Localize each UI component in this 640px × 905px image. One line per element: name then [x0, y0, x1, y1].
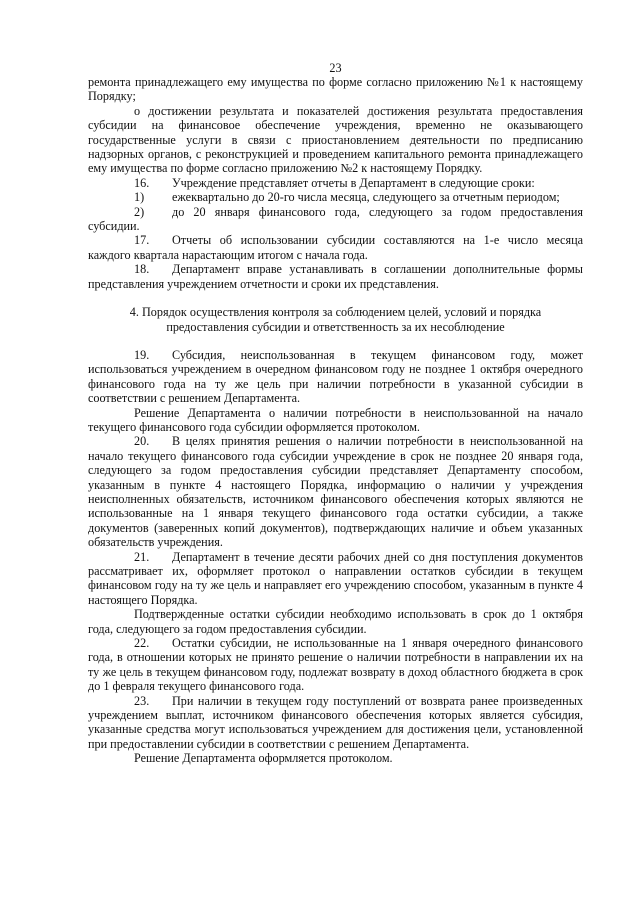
- clause-19: [88, 348, 583, 406]
- clause-16: [88, 176, 583, 190]
- clause-21: [88, 550, 583, 608]
- section-heading-line-2: предоставления субсидии и ответственность за их несоблюдение: [166, 319, 505, 334]
- clause-16-2: [88, 205, 583, 234]
- paragraph-report-item: о достижении результата и показателей достижения результата предоставления субсидии на финансовое обеспечение учреждения, временно не оказывающего государственные услуги в связи с приостановлением деятельности по предписанию надзорных органов, с реконструкцией и проведением капитального ремонта принадлежащего ему имущества по форме согласно приложению №2 к настоящему Порядку.: [88, 103, 583, 176]
- clause-17: [88, 233, 583, 262]
- paragraph-continuation: ремонта принадлежащего ему имущества по форме согласно приложению №1 к настоящему Порядку;: [88, 75, 583, 104]
- clause-text: Департамент в течение десяти рабочих дней со дня поступления документов рассматривает их, оформляет протокол о направлении остатков субсидии в текущем финансовом году на ту же цель и направляет его учреждению способом, указанным в пункте 4 настоящего Порядка.: [88, 549, 583, 607]
- clause-number: 18.: [134, 262, 150, 277]
- clause-text: до 20 января финансового года, следующего за годом предоставления субсидии.: [88, 204, 583, 234]
- clause-23-decision: Решение Департамента оформляется протоколом.: [134, 751, 393, 766]
- clause-text: Департамент вправе устанавливать в соглашении дополнительные формы представления учреждением отчетности и сроки их представления.: [88, 262, 583, 291]
- clause-number: 17.: [134, 233, 150, 248]
- clause-number: 19.: [134, 347, 150, 362]
- clause-22: [88, 636, 583, 694]
- clause-23: [88, 694, 583, 752]
- section-heading: [88, 305, 583, 334]
- clause-19-decision: Решение Департамента о наличии потребности в неиспользованной на начало текущего финансового года субсидии оформляется протоколом.: [88, 405, 583, 434]
- clause-text: Учреждение представляет отчеты в Департамент в следующие сроки:: [172, 175, 535, 190]
- clause-text: В целях принятия решения о наличии потребности в неиспользованной на начало текущего финансового года субсидии учреждение в срок не позднее 20 января года, следующего за годом предоставления субсидии представляет Департаменту способом, указанным в пункте 4 настоящего Порядка, информацию о наличии у учреждения неисполненных обязательств, источником финансового обеспечения которых являются не использованные на 1 января текущего финансового года остатки субсидии, а также документов (заверенных копий документов), подтверждающих наличие и объем указанных обязательств учреждения.: [88, 434, 583, 550]
- clause-number: 2): [134, 204, 145, 219]
- clause-number: 16.: [134, 175, 150, 190]
- clause-16-1: [88, 190, 583, 204]
- clause-text: При наличии в текущем году поступлений от возврата ранее произведенных учреждением выплат, источником финансового обеспечения которых является субсидия, указанные средства могут использоваться учреждением для достижения цели, установленной при предоставлении субсидии в соответствии с решением Департамента.: [88, 693, 583, 751]
- clause-number: 23.: [134, 693, 150, 708]
- clause-18: [88, 262, 583, 291]
- clause-text: Остатки субсидии, не использованные на 1 января очередного финансового года, в отношении которых не принято решение о наличии потребности в направлении их на ту же цель в текущем финансовом году, подлежат возврату в доход областного бюджета в срок до 1 февраля текущего финансового года.: [88, 636, 583, 694]
- page-number: 23: [329, 61, 342, 75]
- clause-number: 22.: [134, 636, 150, 651]
- clause-number: 21.: [134, 549, 150, 564]
- clause-number: 1): [134, 190, 145, 205]
- section-heading-line-1: 4. Порядок осуществления контроля за соблюдением целей, условий и порядка: [129, 305, 542, 320]
- clause-text: Отчеты об использовании субсидии составляются на 1-е число месяца каждого квартала нарастающим итогом с начала года.: [88, 233, 583, 262]
- clause-text: ежеквартально до 20-го числа месяца, следующего за отчетным периодом;: [172, 190, 560, 205]
- clause-20: [88, 434, 583, 549]
- clause-21-remainders: Подтвержденные остатки субсидии необходимо использовать в срок до 1 октября года, следующего за годом предоставления субсидии.: [88, 607, 583, 636]
- clause-text: Субсидия, неиспользованная в текущем финансовом году, может использоваться учреждением в очередном финансовом году не позднее 1 октября очередного финансового года на ту же цель при наличии потребности в указанной субсидии в соответствии с решением Департамента.: [88, 347, 583, 406]
- clause-number: 20.: [134, 434, 150, 449]
